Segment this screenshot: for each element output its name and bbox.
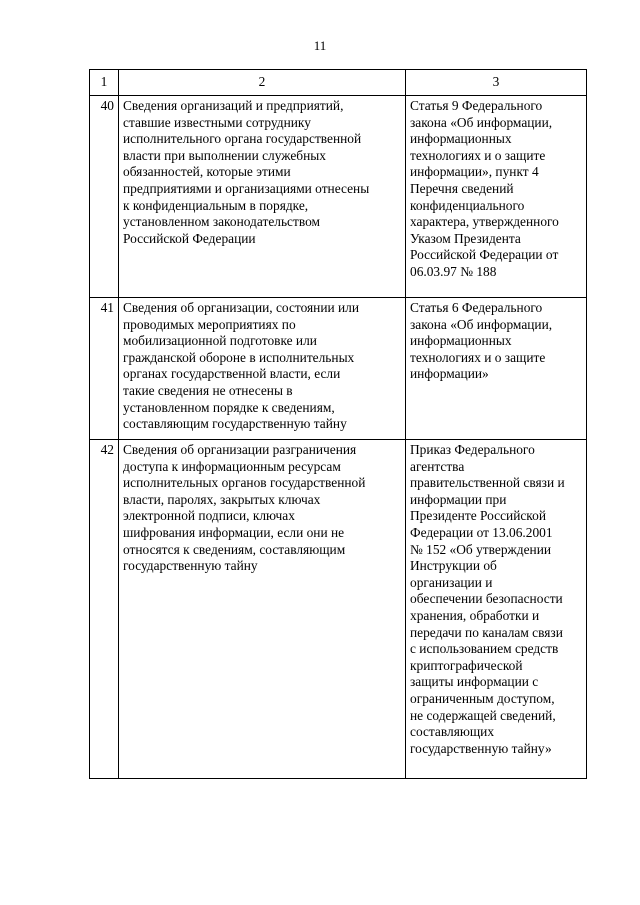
cell-text-line: Перечня сведений — [410, 180, 514, 196]
cell-text-line: Президенте Российской — [410, 508, 546, 524]
row-number: 42 — [90, 440, 119, 779]
cell-text-line: установленном порядке к сведениям, — [123, 399, 335, 415]
cell-text-line: передачи по каналам связи — [410, 624, 563, 640]
row-description — [119, 298, 406, 440]
cell-text-line: 06.03.97 № 188 — [410, 263, 497, 279]
cell-text-line: информационных — [410, 131, 512, 147]
table-header-row — [90, 70, 587, 96]
cell-text-line: защиты информации с — [410, 674, 539, 690]
cell-text-line: к конфиденциальным в порядке, — [123, 197, 309, 213]
cell-text-line: технологиях и о защите — [410, 147, 546, 163]
document-table — [89, 69, 587, 779]
cell-text-line: ограниченным доступом, — [410, 690, 555, 706]
column-header-2: 2 — [119, 70, 406, 96]
cell-text-line: Федерации от 13.06.2001 — [410, 524, 553, 540]
cell-text-line: власти при выполнении служебных — [123, 147, 326, 163]
cell-text-line: шифрования информации, если они не — [123, 524, 345, 540]
cell-text-line: обязанностей, которые этими — [123, 164, 291, 180]
cell-text-line: Указом Президента — [410, 230, 521, 246]
cell-text-line: мобилизационной подготовке или — [123, 333, 317, 349]
table-row — [90, 440, 587, 779]
cell-text-line: органах государственной власти, если — [123, 366, 341, 382]
cell-text-line: Сведения об организации разграничения — [123, 442, 357, 457]
cell-text-line: технологиях и о защите — [410, 349, 546, 365]
cell-text-line: конфиденциального — [410, 197, 525, 213]
cell-text-line: Статья 6 Федерального — [410, 300, 543, 315]
table-row — [90, 96, 587, 298]
cell-text-line: Российской Федерации от — [410, 247, 559, 263]
cell-text-line: ставшие известными сотруднику — [123, 114, 311, 130]
cell-text-line: информации» — [410, 366, 489, 382]
cell-text-line: государственную тайну — [123, 558, 258, 574]
cell-text-line: исполнительных органов государственной — [123, 475, 366, 491]
cell-text-line: Сведения организаций и предприятий, — [123, 98, 344, 113]
cell-text-line: власти, паролях, закрытых ключах — [123, 491, 321, 507]
cell-text-line: такие сведения не отнесены в — [123, 382, 293, 398]
table-row — [90, 298, 587, 440]
cell-text-line: установленном законодательством — [123, 214, 320, 230]
row-description — [119, 96, 406, 298]
page-number: 11 — [313, 38, 327, 53]
column-header-1: 1 — [90, 70, 119, 96]
cell-text-line: государственную тайну» — [410, 740, 552, 756]
cell-text-line: Сведения об организации, состоянии или — [123, 300, 360, 315]
cell-text-line: характера, утвержденного — [410, 214, 559, 230]
cell-text-line: доступа к информационным ресурсам — [123, 458, 341, 474]
cell-text-line: Российской Федерации — [123, 230, 256, 246]
cell-text-line: относятся к сведениям, составляющим — [123, 541, 346, 557]
cell-text-line: хранения, обработки и — [410, 607, 540, 623]
cell-text-line: агентства — [410, 458, 465, 474]
row-legal-basis — [406, 96, 587, 298]
cell-text-line: электронной подписи, ключах — [123, 508, 295, 524]
row-number: 41 — [90, 298, 119, 440]
cell-text-line: Приказ Федерального — [410, 442, 535, 457]
row-legal-basis — [406, 440, 587, 779]
cell-text-line: составляющих — [410, 724, 495, 740]
cell-text-line: информации при — [410, 491, 507, 507]
row-description — [119, 440, 406, 779]
cell-text-line: предприятиями и организациями отнесены — [123, 180, 370, 196]
cell-text-line: № 152 «Об утверждении — [410, 541, 552, 557]
cell-text-line: исполнительного органа государственной — [123, 131, 362, 147]
cell-text-line: гражданской обороне в исполнительных — [123, 349, 355, 365]
cell-text-line: организации и — [410, 574, 493, 590]
column-header-3: 3 — [406, 70, 587, 96]
cell-text-line: закона «Об информации, — [410, 114, 553, 130]
cell-text-line: обеспечении безопасности — [410, 591, 563, 607]
cell-text-line: с использованием средств — [410, 641, 559, 657]
cell-text-line: информационных — [410, 333, 512, 349]
cell-text-line: криптографической — [410, 657, 523, 673]
cell-text-line: не содержащей сведений, — [410, 707, 556, 723]
cell-text-line: Статья 9 Федерального — [410, 98, 543, 113]
cell-text-line: Инструкции об — [410, 558, 497, 574]
cell-text-line: информации», пункт 4 — [410, 164, 539, 180]
cell-text-line: закона «Об информации, — [410, 316, 553, 332]
cell-text-line: составляющим государственную тайну — [123, 416, 347, 432]
row-number: 40 — [90, 96, 119, 298]
cell-text-line: правительственной связи и — [410, 475, 565, 491]
row-legal-basis — [406, 298, 587, 440]
cell-text-line: проводимых мероприятиях по — [123, 316, 296, 332]
